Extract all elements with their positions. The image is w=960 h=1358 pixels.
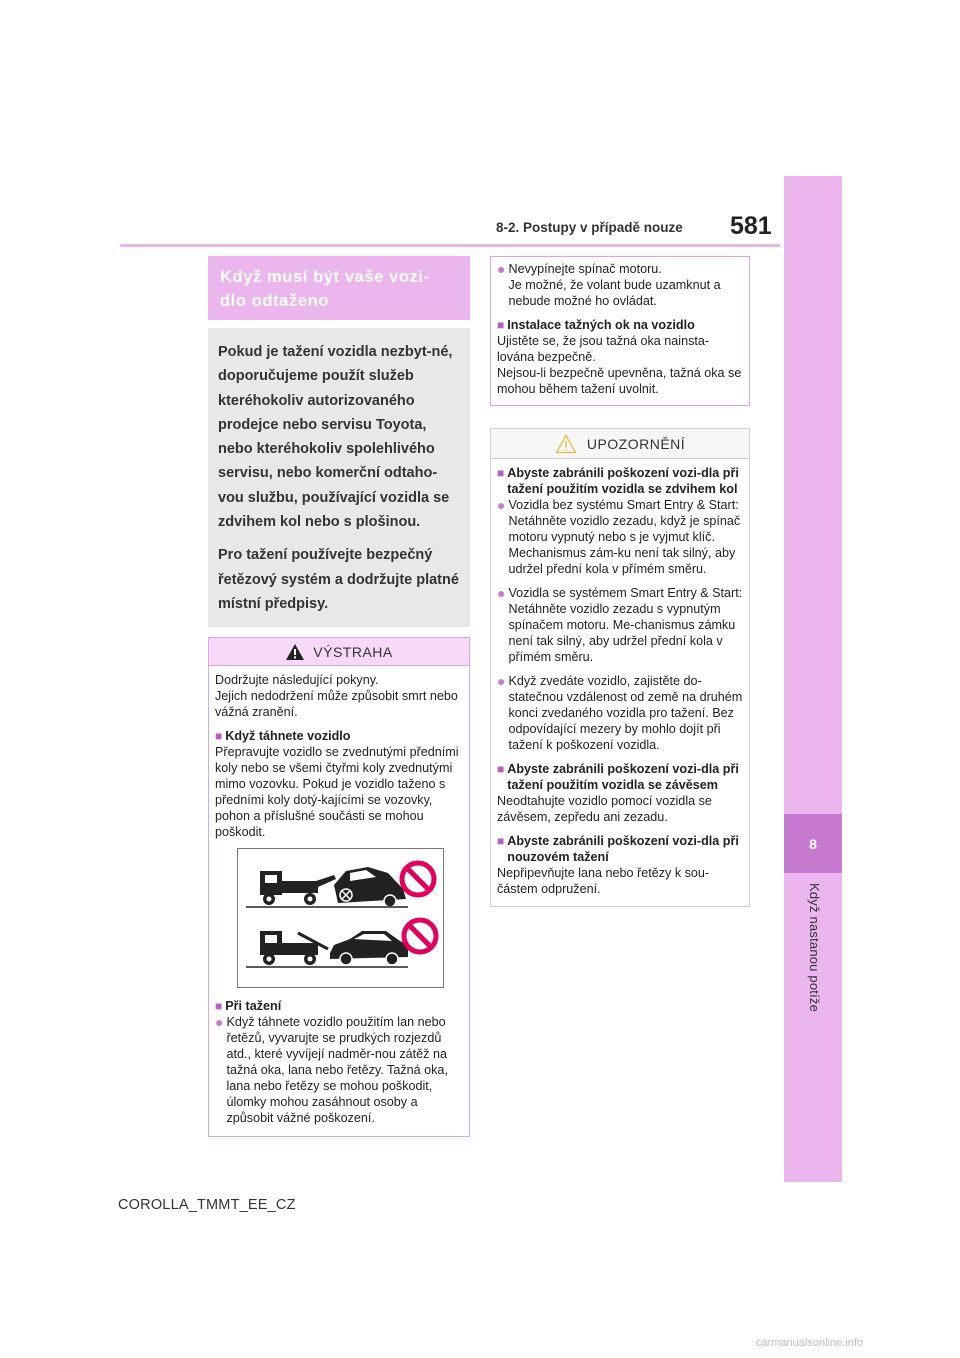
caution-body xyxy=(491,459,749,906)
right-column xyxy=(490,256,750,907)
round-bullet-icon: ● xyxy=(497,585,506,601)
continued-bullet-text: Nevypínejte spínač motoru. Je možné, že volant bude uzamknut a nebude možné ho ovládat. xyxy=(508,262,721,308)
warning-box xyxy=(208,637,470,1137)
caution-bullet-item xyxy=(497,585,743,665)
caution-triangle-icon xyxy=(555,434,577,454)
continued-bullet-item xyxy=(497,261,743,309)
round-bullet-icon: ● xyxy=(215,1014,224,1031)
intro-paragraph-2: Pro tažení používejte bezpečný řetězový systém a dodržujte platné místní předpisy. xyxy=(218,547,459,612)
caution-bullet-text: Vozidla se systémem Smart Entry & Start: Netáhněte vozidlo zezadu s vypnutým spínačem motoru. Me-chanismus zámku není tak silný, aby udržel přední kola v přímém směru. xyxy=(508,586,743,664)
round-bullet-icon: ● xyxy=(497,497,506,513)
section-title-bar xyxy=(208,256,470,320)
section-header: 8-2. Postupy v případě nouze xyxy=(496,220,683,235)
round-bullet-icon: ● xyxy=(497,673,506,689)
warning-subheading-during-towing xyxy=(215,998,463,1014)
square-bullet-icon: ■ xyxy=(497,466,505,480)
towing-prohibited-diagram xyxy=(238,849,443,987)
header-rule xyxy=(120,244,780,247)
caution-header xyxy=(491,429,749,459)
section-title: Když musí být vaše vozi- dlo odtaženo xyxy=(220,268,430,310)
continued-text: Ujistěte se, že jsou tažná oka nainsta-lována bezpečně. Nejsou-li bezpečně upevněna, tažná oka se mohou během tažení uvolnit. xyxy=(497,334,742,396)
caution-subheading-text: Abyste zabránili poškození vozi-dla při nouzovém tažení xyxy=(507,834,739,864)
caution-bullet-item xyxy=(497,673,743,753)
page-number: 581 xyxy=(730,212,772,240)
prohibited-sign-top-icon xyxy=(402,863,434,895)
warning-subheading-towing xyxy=(215,728,463,744)
towed-car-bottom-icon xyxy=(330,931,408,965)
warning-body xyxy=(209,666,469,1136)
square-bullet-icon: ■ xyxy=(497,762,505,776)
towed-car-top-icon xyxy=(334,867,406,907)
towing-illustration xyxy=(237,848,444,988)
warning-triangle-icon xyxy=(285,643,305,661)
left-column xyxy=(208,256,470,1137)
warning-header xyxy=(209,638,469,666)
warning-title: VÝSTRAHA xyxy=(313,643,393,660)
square-bullet-icon: ■ xyxy=(497,318,505,332)
warning-bullet-text: Když táhnete vozidlo použitím lan nebo řetězů, vyvarujte se prudkých rozjezdů atd., které vyvíjejí nadměr-nou zátěž na tažná oka, lana nebo řetězy. Tažná oka, lana nebo řetězy se mohou poškodit, úlomky mohou zasáhnout osoby a způsobit vážné poškození. xyxy=(226,1015,448,1126)
caution-sling-text: Neodtahujte vozidlo pomocí vozidla se závěsem, zepředu ani zezadu. xyxy=(497,794,712,824)
warning-subheading-text: Když táhnete vozidlo xyxy=(225,729,351,744)
prohibited-sign-bottom-icon xyxy=(404,920,436,952)
caution-subheading-text: Abyste zabránili poškození vozi-dla při tažení použitím vozidla se závěsem xyxy=(507,762,739,792)
caution-title: UPOZORNĚNÍ xyxy=(586,435,686,452)
warning-intro: Dodržujte následující pokyny. Jejich nedodržení může způsobit smrt nebo vážná zranění. xyxy=(215,673,458,720)
caution-bullet-text: Vozidla bez systému Smart Entry & Start: Netáhněte vozidlo zezadu, když je spínač motoru vypnutý nebo s je vyjmut klíč. Mechanismus zám-ku není tak silný, aby udržel přední kola v přímém směru. xyxy=(508,498,741,576)
continued-subheading xyxy=(497,317,743,333)
document-id: COROLLA_TMMT_EE_CZ xyxy=(118,1197,296,1213)
square-bullet-icon: ■ xyxy=(497,834,505,848)
intro-paragraph-1: Pokud je tažení vozidla nezbyt-né, doporučujeme použít služeb kteréhokoliv autorizovaného prodejce nebo servisu Toyota, nebo kteréhokoliv spolehlivého servisu, nebo komerční odtaho-vou službu, používající vozidla se zdvihem kol nebo s plošinou. xyxy=(218,344,453,531)
square-bullet-icon: ■ xyxy=(215,729,223,744)
chapter-side-title: Když nastanou potíže xyxy=(807,883,822,1013)
tow-truck-bottom-icon xyxy=(260,931,328,965)
tow-truck-top-icon xyxy=(260,871,336,905)
intro-box xyxy=(208,328,470,627)
caution-bullet-text: Když zvedáte vozidlo, zajistěte do-statečnou vzdálenost od země na druhém konci zvedaného vozidla pro tažení. Bez odpovídající mezery by mohlo dojít při tažení k poškození vozidla. xyxy=(508,674,743,752)
continued-subheading-text: Instalace tažných ok na vozidlo xyxy=(507,318,695,332)
warning-bullet-item xyxy=(215,1014,463,1126)
warning-towing-text: Přepravujte vozidlo se zvednutými předními koly nebo se všemi čtyřmi koly zvednutými mimo vozovku. Pokud je vozidlo taženo s předními koly dotý-kajícími se vozovky, pohon a příslušné součásti se mohou poškodit. xyxy=(215,745,459,840)
square-bullet-icon: ■ xyxy=(215,999,223,1014)
caution-box xyxy=(490,428,750,907)
caution-bullet-item xyxy=(497,497,743,577)
caution-subheading-sling xyxy=(497,761,743,793)
warning-subheading-text: Při tažení xyxy=(225,999,282,1014)
caution-subheading-text: Abyste zabránili poškození vozi-dla při tažení použitím vozidla se zdvihem kol xyxy=(507,466,739,496)
warning-continued-box xyxy=(490,256,750,406)
chapter-side-tab xyxy=(784,176,842,1182)
caution-subheading-wheel-lift xyxy=(497,465,743,497)
watermark: carmanualsonline.info xyxy=(756,1337,864,1349)
chapter-number-box: 8 xyxy=(784,814,842,873)
caution-subheading-emergency xyxy=(497,833,743,865)
round-bullet-icon: ● xyxy=(497,261,506,277)
caution-emergency-text: Nepřipevňujte lana nebo řetězy k sou-částem odpružení. xyxy=(497,866,710,896)
